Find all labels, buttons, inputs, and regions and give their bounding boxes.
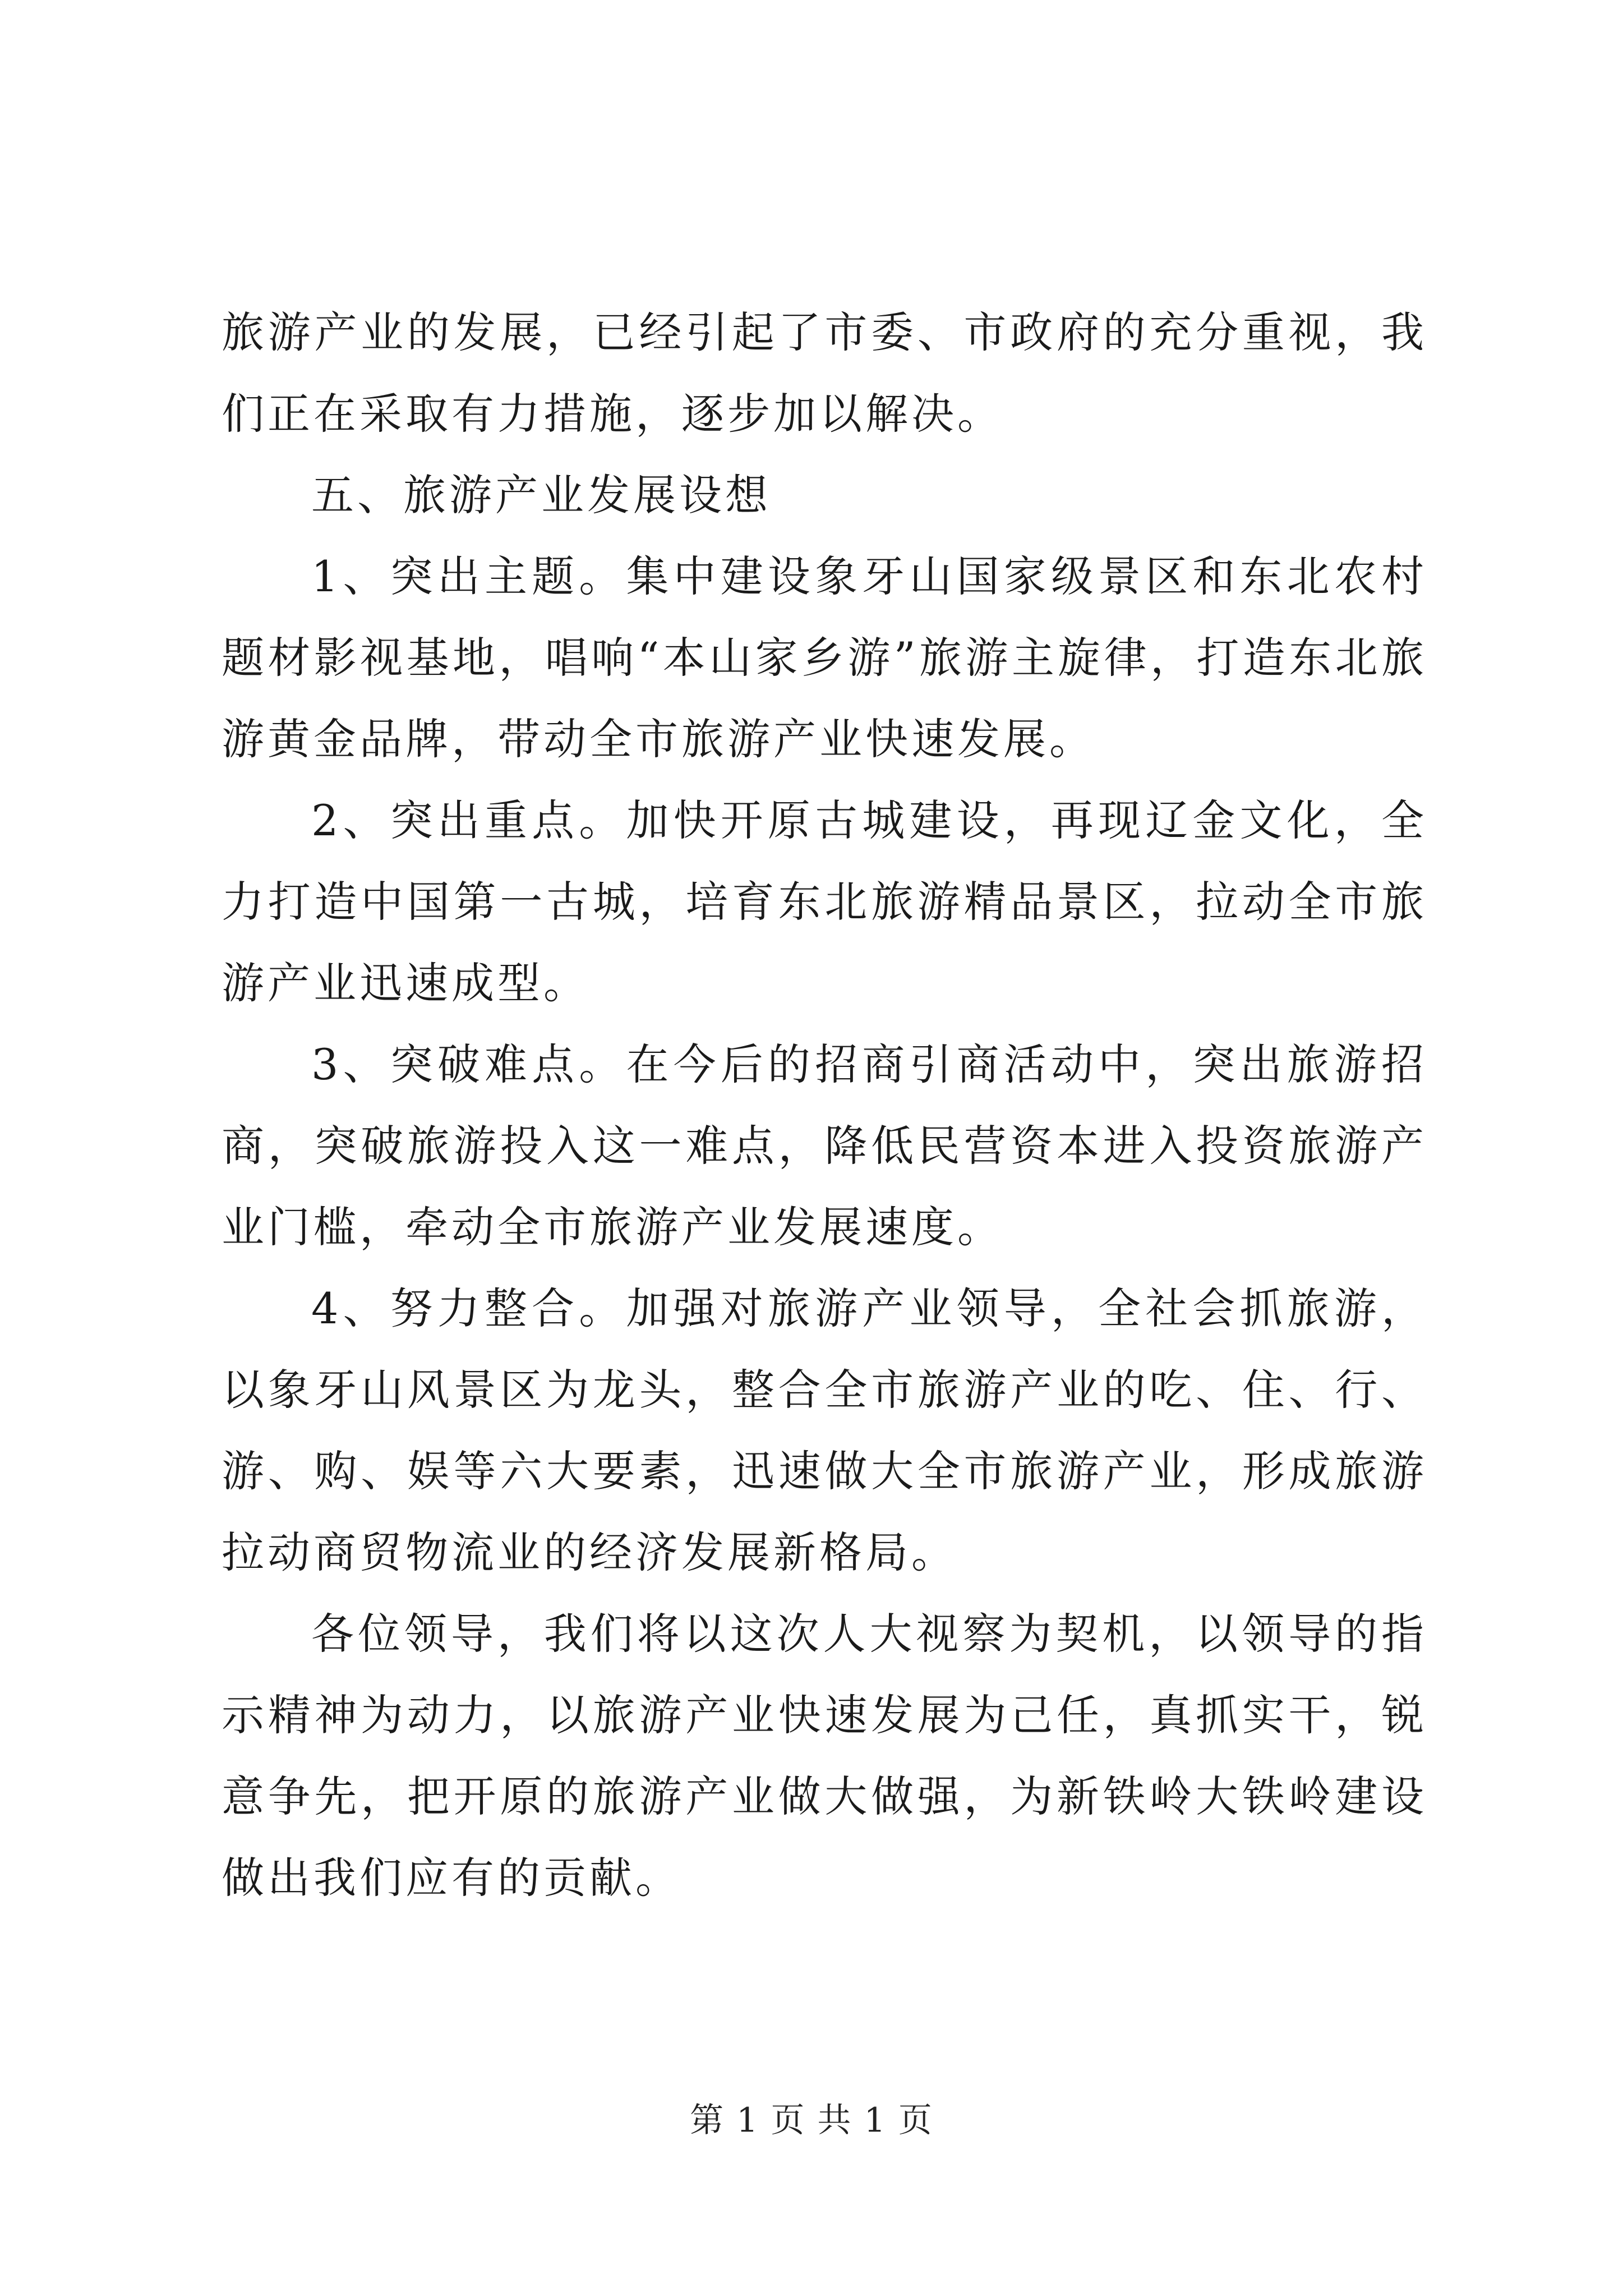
paragraph-closing: 各位领导，我们将以这次人大视察为契机，以领导的指示精神为动力，以旅游产业快速发展为己任，真抓实干，锐意争先，把开原的旅游产业做大做强，为新铁岭大铁岭建设做出我们应有的贡献。 <box>222 1609 1427 1903</box>
document-body <box>222 292 1427 1918</box>
paragraph-item-2: 2、突出重点。加快开原古城建设，再现辽金文化，全力打造中国第一古城，培育东北旅游精品景区，拉动全市旅游产业迅速成型。 <box>222 795 1427 1008</box>
section-heading: 五、旅游产业发展设想 <box>311 470 771 520</box>
paragraph-item-1: 1、突出主题。集中建设象牙山国家级景区和东北农村题材影视基地，唱响“本山家乡游”旅游主旋律，打造东北旅游黄金品牌，带动全市旅游产业快速发展。 <box>222 551 1427 764</box>
paragraph-item-4: 4、努力整合。加强对旅游产业领导，全社会抓旅游，以象牙山风景区为龙头，整合全市旅游产业的吃、住、行、游、购、娱等六大要素，迅速做大全市旅游产业，形成旅游拉动商贸物流业的经济发展新格局。 <box>222 1283 1427 1577</box>
paragraph-item-3: 3、突破难点。在今后的招商引商活动中，突出旅游招商，突破旅游投入这一难点，降低民营资本进入投资旅游产业门槛，牵动全市旅游产业发展速度。 <box>222 1039 1427 1252</box>
paragraph-continuation: 旅游产业的发展，已经引起了市委、市政府的充分重视，我们正在采取有力措施，逐步加以解决。 <box>222 307 1427 439</box>
page-number-footer: 第 1 页 共 1 页 <box>690 2101 933 2140</box>
